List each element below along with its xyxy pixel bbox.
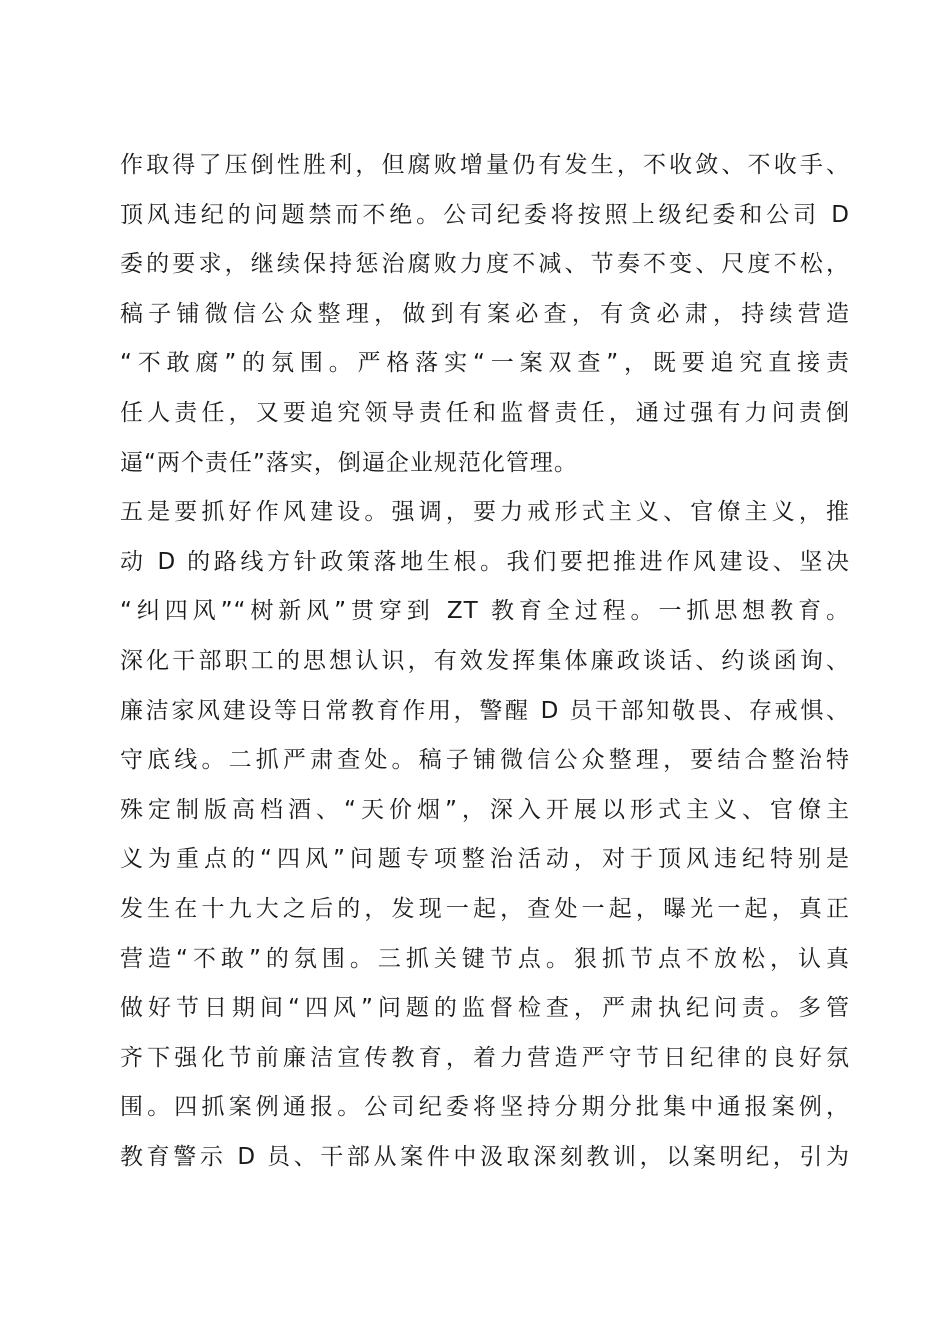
text-line: 教育警示 D 员、干部从案件中汲取深刻教训，以案明纪，引为 — [120, 1143, 850, 1170]
text-line: 稿子铺微信公众整理，做到有案必查，有贪必肃，持续营造 — [120, 300, 850, 327]
text-line: 作取得了压倒性胜利，但腐败增量仍有发生，不收敛、不收手、 — [120, 152, 850, 178]
text-line: 任人责任，又要追究领导责任和监督责任，通过强有力问责倒 — [120, 399, 850, 426]
text-line: 深化干部职工的思想认识，有效发挥集体廉政谈话、约谈函询、 — [120, 647, 850, 674]
text-line: 义为重点的“四风”问题专项整治活动，对于顶风违纪特别是 — [120, 846, 850, 873]
text-line: 守底线。二抓严肃查处。稿子铺微信公众整理，要结合整治特 — [120, 747, 850, 774]
body-text — [120, 145, 850, 1186]
text-line: 齐下强化节前廉洁宣传教育，着力营造严守节日纪律的良好氛 — [120, 1044, 850, 1071]
text-line: 委的要求，继续保持惩治腐败力度不减、节奏不变、尺度不松， — [120, 251, 850, 278]
text-line: 做好节日期间“四风”问题的监督检查，严肃执纪问责。多管 — [120, 995, 850, 1022]
text-line: “纠四风”“树新风”贯穿到 ZT 教育全过程。一抓思想教育。 — [120, 598, 850, 625]
text-line: 发生在十九大之后的，发现一起，查处一起，曝光一起，真正 — [120, 895, 850, 922]
text-line: 逼“两个责任”落实，倒逼企业规范化管理。 — [120, 449, 578, 476]
text-line: 营造“不敢”的氛围。三抓关键节点。狠抓节点不放松，认真 — [120, 945, 850, 972]
text-line: 顶风违纪的问题禁而不绝。公司纪委将按照上级纪委和公司 D — [120, 201, 850, 228]
text-line: 围。四抓案例通报。公司纪委将坚持分期分批集中通报案例， — [120, 1094, 850, 1121]
text-line: 廉洁家风建设等日常教育作用，警醒 D 员干部知敬畏、存戒惧、 — [120, 697, 850, 724]
text-line: “不敢腐”的氛围。严格落实“一案双查”，既要追究直接责 — [120, 350, 850, 377]
text-line: 五是要抓好作风建设。强调，要力戒形式主义、官僚主义，推 — [120, 499, 850, 526]
text-line: 殊定制版高档酒、“天价烟”，深入开展以形式主义、官僚主 — [120, 796, 850, 823]
text-line: 动 D 的路线方针政策落地生根。我们要把推进作风建设、坚决 — [120, 548, 850, 575]
